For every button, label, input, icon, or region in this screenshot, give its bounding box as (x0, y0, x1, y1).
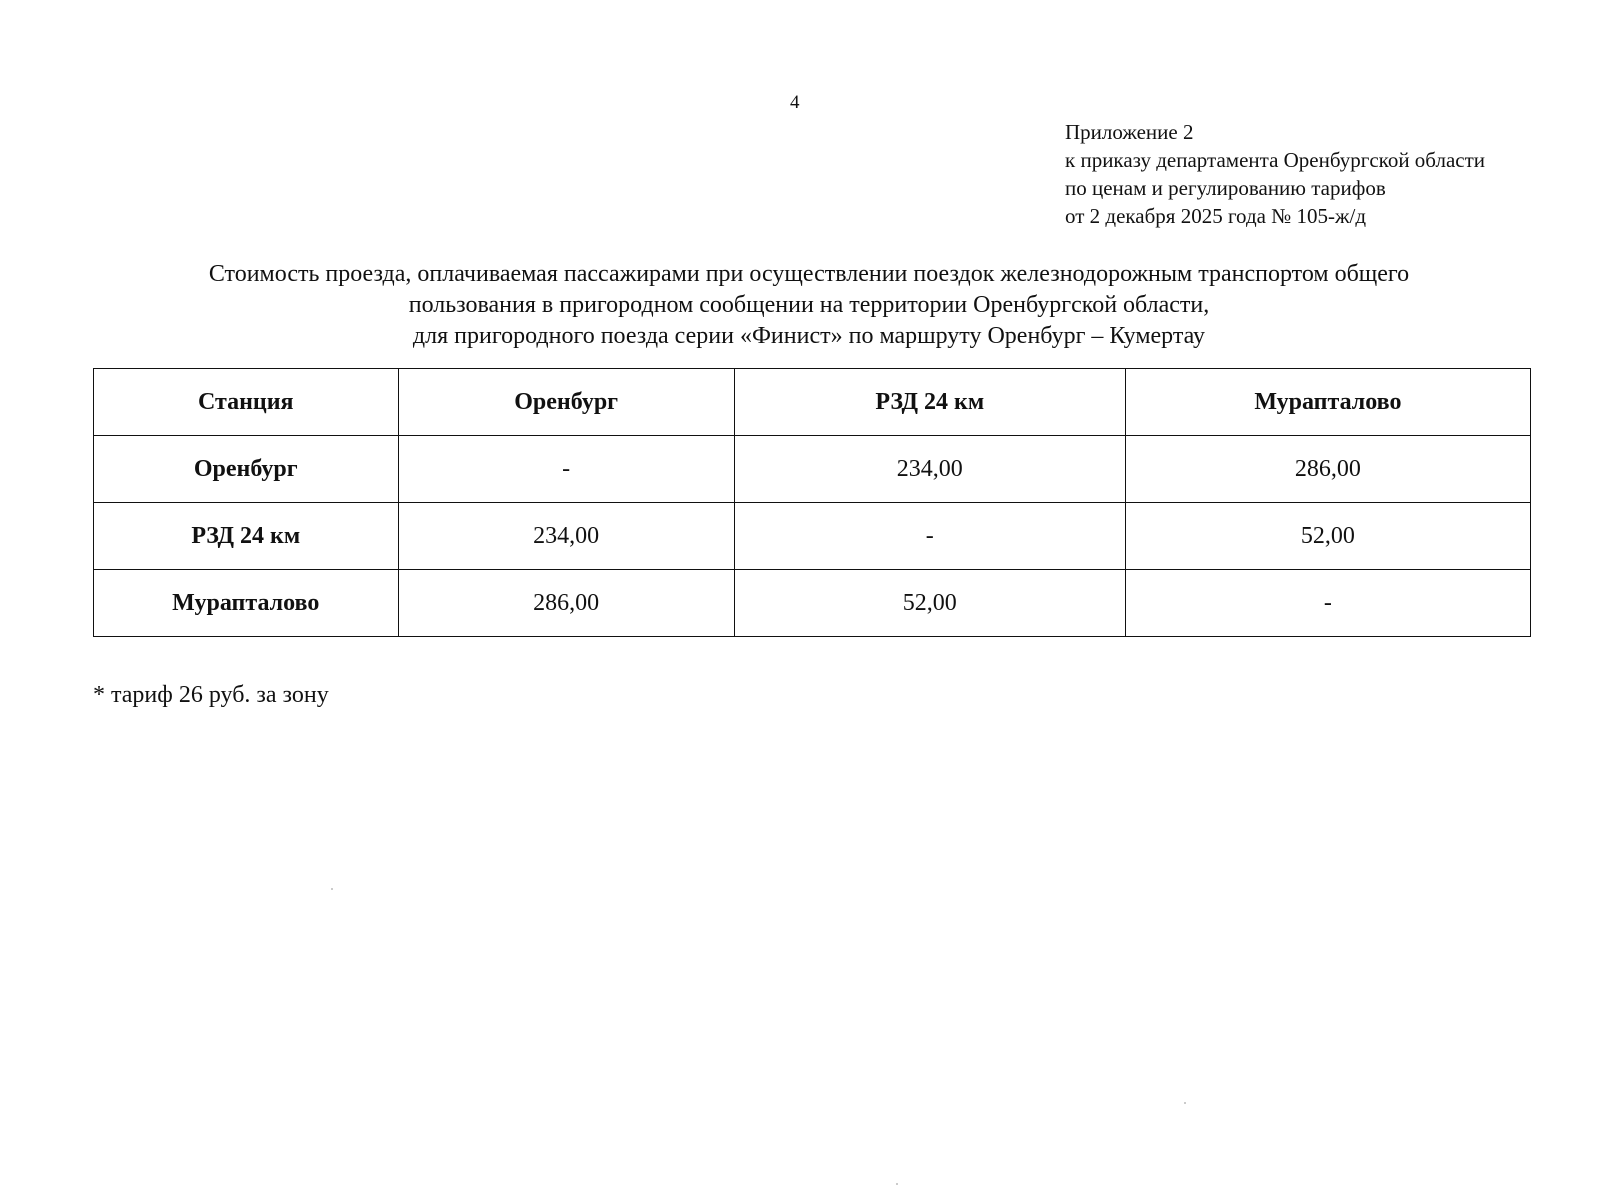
fare-cell: 52,00 (1125, 503, 1530, 570)
fare-cell: - (398, 436, 734, 503)
appendix-line: от 2 декабря 2025 года № 105-ж/д (1065, 204, 1367, 228)
fare-cell: 286,00 (398, 570, 734, 637)
scan-speck (1184, 1102, 1186, 1104)
scan-speck (896, 1183, 898, 1185)
title-line: пользования в пригородном сообщении на территории Оренбургской области, (408, 292, 1210, 318)
fare-cell: 234,00 (398, 503, 734, 570)
table-row (94, 503, 1531, 570)
table-row (94, 436, 1531, 503)
row-station-cell: РЗД 24 км (94, 503, 399, 570)
fare-cell: - (1125, 570, 1530, 637)
fare-cell: - (734, 503, 1125, 570)
document-title (60, 259, 1558, 352)
fare-cell: 234,00 (734, 436, 1125, 503)
row-station-cell: Мурапталово (94, 570, 399, 637)
fare-cell: 286,00 (1125, 436, 1530, 503)
scan-speck (331, 888, 333, 890)
header-cell-orenburg: Оренбург (398, 369, 734, 436)
page-number: 4 (790, 92, 800, 113)
row-station-cell: Оренбург (94, 436, 399, 503)
appendix-line: по ценам и регулированию тарифов (1065, 176, 1386, 200)
header-cell-muraptalovo: Мурапталово (1125, 369, 1530, 436)
title-line: Стоимость проезда, оплачиваемая пассажирами при осуществлении поездок железнодорожным транспортом общего (208, 261, 1410, 287)
appendix-line: Приложение 2 (1065, 120, 1194, 144)
title-line: для пригородного поезда серии «Финист» по маршруту Оренбург – Кумертау (412, 323, 1206, 349)
fare-cell: 52,00 (734, 570, 1125, 637)
appendix-line: к приказу департамента Оренбургской области (1065, 148, 1485, 172)
header-cell-rzd-24km: РЗД 24 км (734, 369, 1125, 436)
fare-table (93, 368, 1531, 637)
table-row (94, 570, 1531, 637)
header-cell-station: Станция (94, 369, 399, 436)
appendix-reference (1065, 118, 1485, 230)
table-header-row (94, 369, 1531, 436)
tariff-footnote: * тариф 26 руб. за зону (93, 682, 329, 708)
